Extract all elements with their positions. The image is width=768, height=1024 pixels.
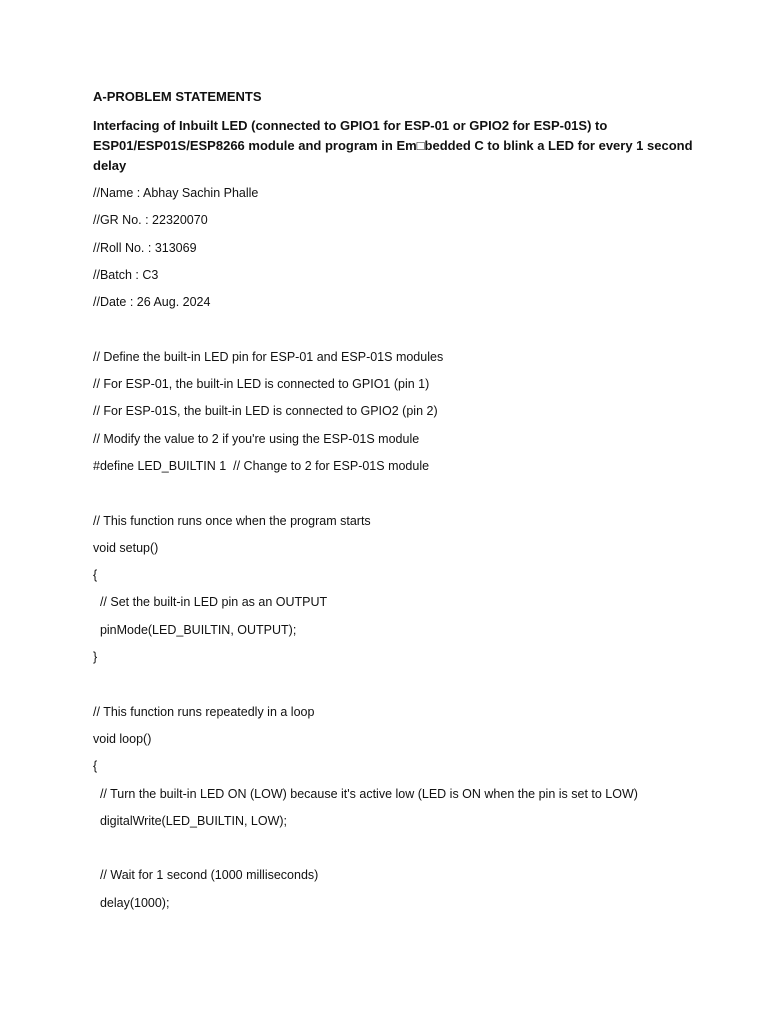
code-line-gr-no: //GR No. : 22320070	[93, 213, 208, 228]
blank-line	[93, 674, 703, 694]
code-line-delay: delay(1000);	[93, 895, 170, 910]
document-content	[93, 87, 703, 920]
code-line-comment: // Define the built-in LED pin for ESP-01 and ESP-01S modules	[93, 349, 444, 364]
blank-line	[93, 319, 703, 339]
section-heading: A-PROBLEM STATEMENTS	[93, 89, 262, 104]
code-line-comment: // This function runs once when the program starts	[93, 513, 371, 528]
code-line-date: //Date : 26 Aug. 2024	[93, 295, 211, 310]
code-line-pinmode: pinMode(LED_BUILTIN, OUTPUT);	[93, 622, 297, 637]
code-line-digitalwrite: digitalWrite(LED_BUILTIN, LOW);	[93, 813, 288, 828]
code-line-roll-no: //Roll No. : 313069	[93, 240, 197, 255]
code-line-comment: // Modify the value to 2 if you're using the ESP-01S module	[93, 431, 420, 446]
code-line-comment: // This function runs repeatedly in a loop	[93, 704, 315, 719]
problem-statement: Interfacing of Inbuilt LED (connected to GPIO1 for ESP-01 or GPIO2 for ESP-01S) to ESP01/ESP01S/ESP8266 module and program in Em□bedded C to blink a LED for every 1 second delay	[93, 118, 693, 173]
code-line-brace-close: }	[93, 650, 98, 665]
code-line-setup-signature: void setup()	[93, 540, 159, 555]
code-line-brace-open: {	[93, 759, 98, 774]
code-line-comment: // Turn the built-in LED ON (LOW) because it's active low (LED is ON when the pin is set to LOW)	[93, 786, 638, 801]
code-line-batch: //Batch : C3	[93, 267, 159, 282]
code-line-brace-open: {	[93, 568, 98, 583]
code-line-define: #define LED_BUILTIN 1 // Change to 2 for ESP-01S module	[93, 458, 430, 473]
code-line-comment: // For ESP-01, the built-in LED is connected to GPIO1 (pin 1)	[93, 377, 430, 392]
code-line-comment: // Wait for 1 second (1000 milliseconds)	[93, 868, 319, 883]
code-line-comment: // Set the built-in LED pin as an OUTPUT	[93, 595, 328, 610]
blank-line	[93, 483, 703, 503]
code-line-loop-signature: void loop()	[93, 731, 152, 746]
blank-line	[93, 838, 703, 858]
code-line-name: //Name : Abhay Sachin Phalle	[93, 186, 259, 200]
code-line-comment: // For ESP-01S, the built-in LED is connected to GPIO2 (pin 2)	[93, 404, 438, 419]
